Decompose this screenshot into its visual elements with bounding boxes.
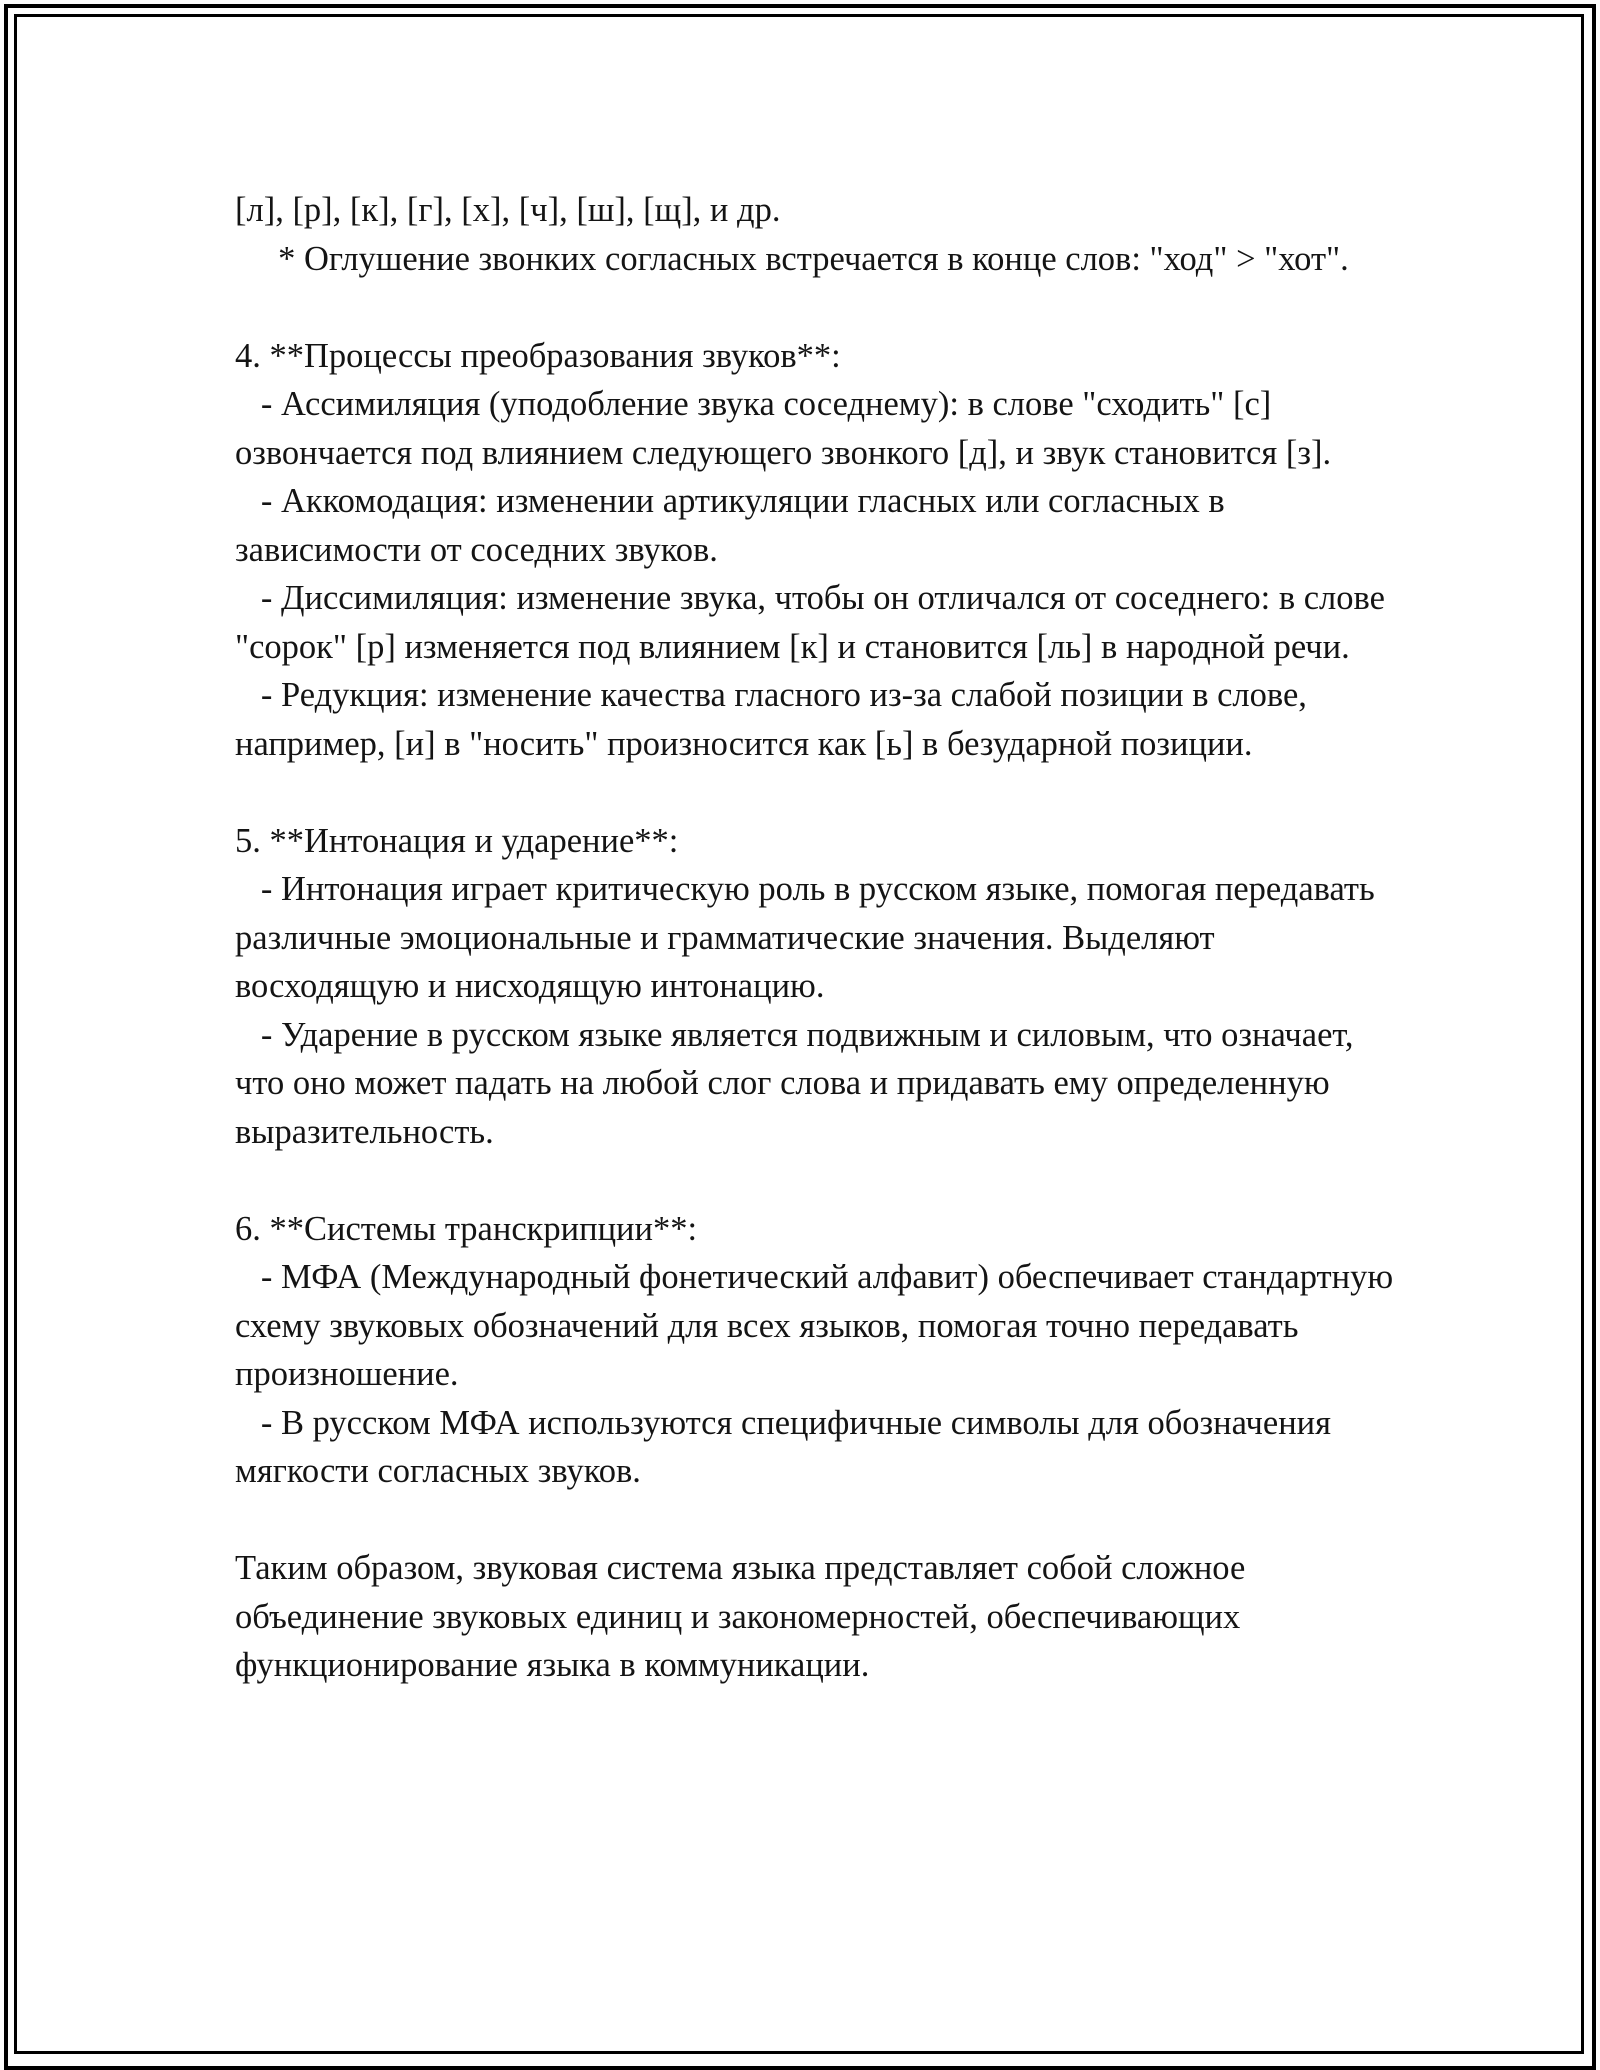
- document-body: [235, 186, 1402, 1690]
- blank-line: [235, 283, 1395, 332]
- paragraph-conclusion: Таким образом, звуковая система языка представляет собой сложное объединение звуковых единиц и закономерностей, обеспечивающих функционирование языка в коммуникации.: [235, 1549, 1254, 1684]
- paragraph-devoicing-note: * Оглушение звонких согласных встречается в конце слов: "ход" > "хот".: [235, 239, 1349, 278]
- blank-line: [235, 768, 1395, 817]
- blank-line: [235, 1156, 1395, 1205]
- section-heading-transcription: 6. **Системы транскрипции**:: [235, 1209, 698, 1248]
- section-heading-processes: 4. **Процессы преобразования звуков**:: [235, 336, 841, 375]
- list-item-accommodation: - Аккомодация: изменении артикуляции гласных или согласных в зависимости от соседних звуков.: [235, 482, 1234, 569]
- list-item-ipa: - МФА (Международный фонетический алфавит) обеспечивает стандартную схему звуковых обозначений для всех языков, помогая точно передавать произношение.: [235, 1258, 1402, 1393]
- list-item-assimilation: - Ассимиляция (уподобление звука соседнему): в слове "сходить" [с] озвончается под влиянием следующего звонкого [д], и звук становится [з].: [235, 385, 1332, 472]
- paragraph-consonant-list: [л], [р], [к], [г], [х], [ч], [ш], [щ], и др.: [235, 191, 781, 229]
- list-item-stress: - Ударение в русском языке является подвижным и силовым, что означает, что оно может падать на любой слог слова и придавать ему определенную выразительность.: [235, 1015, 1363, 1151]
- list-item-intonation: - Интонация играет критическую роль в русском языке, помогая передавать различные эмоциональные и грамматические значения. Выделяют восходящую и нисходящую интонацию.: [235, 870, 1384, 1005]
- list-item-russian-ipa: - В русском МФА используются специфичные символы для обозначения мягкости согласных звуков.: [235, 1403, 1340, 1490]
- list-item-reduction: - Редукция: изменение качества гласного из-за слабой позиции в слове, например, [и] в "носить" произносится как [ь] в безударной позиции.: [235, 676, 1316, 763]
- section-heading-intonation: 5. **Интонация и ударение**:: [235, 821, 679, 860]
- blank-line: [235, 1496, 1395, 1545]
- list-item-dissimilation: - Диссимиляция: изменение звука, чтобы он отличался от соседнего: в слове "сорок" [р] изменяется под влиянием [к] и становится [ль] в народной речи.: [235, 579, 1394, 666]
